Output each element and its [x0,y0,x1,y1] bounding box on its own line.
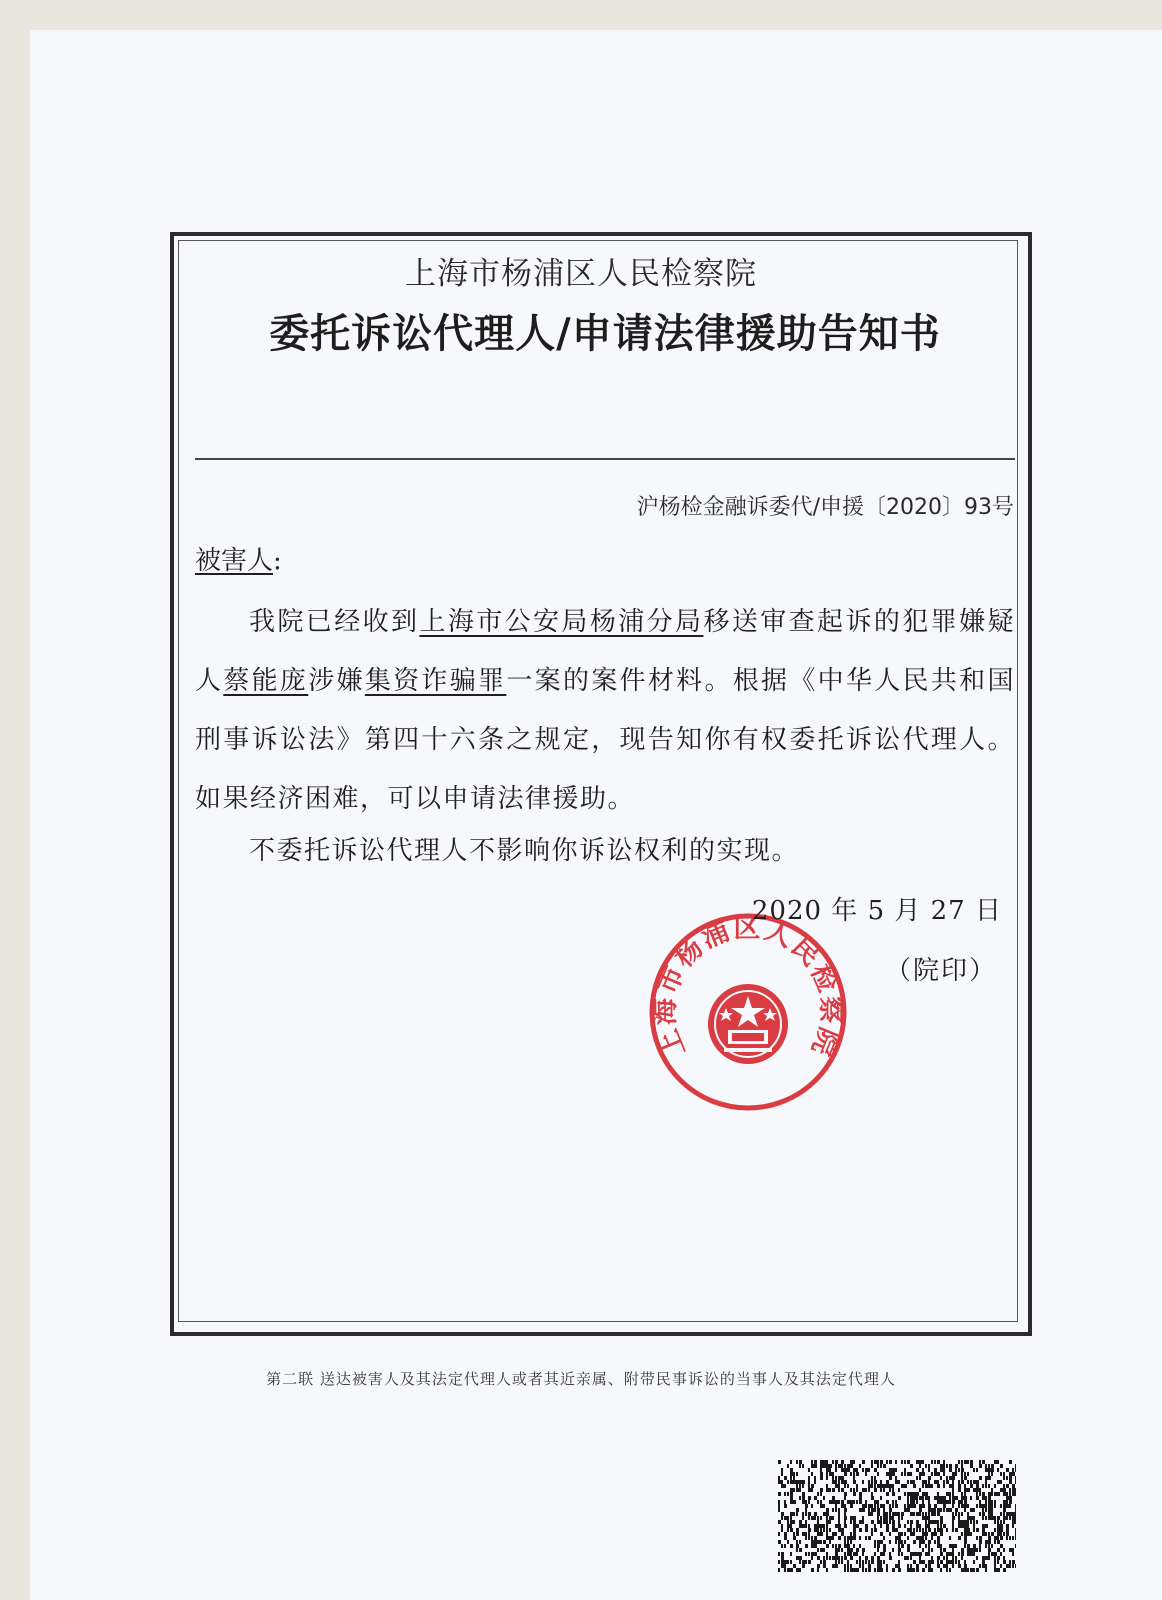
transferring-agency: 上海市公安局杨浦分局 [419,607,704,637]
p1-text-d: 一案的案件材料。根据《中华人民共和国刑事诉讼法》第四十六条之规定，现告知你有权委托诉讼代理人。如果经济困难，可以申请法律援助。 [195,666,1015,814]
copy-distribution-note: 第二联 送达被害人及其法定代理人或者其近亲属、附带民事诉讼的当事人及其法定代理人 [266,1370,896,1388]
national-emblem-icon [708,984,788,1064]
notice-paragraph-2: 不委托诉讼代理人不影响你诉讼权利的实现。 [249,836,800,866]
official-seal-stamp [648,912,848,1112]
p1-text-a: 我院已经收到 [249,607,420,637]
document-barcode [778,1460,1016,1572]
charge-name: 集资诈骗罪 [364,666,507,696]
addressee-colon: : [273,546,282,576]
title-divider [195,458,1015,460]
document-number: 沪杨检金融诉委代/申援〔2020〕93号 [636,495,1014,520]
suspect-name: 蔡能庞 [223,666,309,696]
addressee-label: 被害人 [195,546,274,576]
seal-text: 上海市杨浦区人民检察院 [649,912,847,1062]
document-title: 委托诉讼代理人/申请法律援助告知书 [269,310,941,357]
organization-name: 上海市杨浦区人民检察院 [405,256,757,292]
seal-note: （院印） [884,956,997,986]
p1-text-b: 移送审查起诉的犯罪嫌疑人 [195,607,1015,696]
addressee-line [195,540,282,577]
notice-paragraph-1 [195,593,1015,829]
p1-text-c: 涉嫌 [308,666,365,696]
issue-date: 2020 年 5 月 27 日 [751,896,1002,926]
